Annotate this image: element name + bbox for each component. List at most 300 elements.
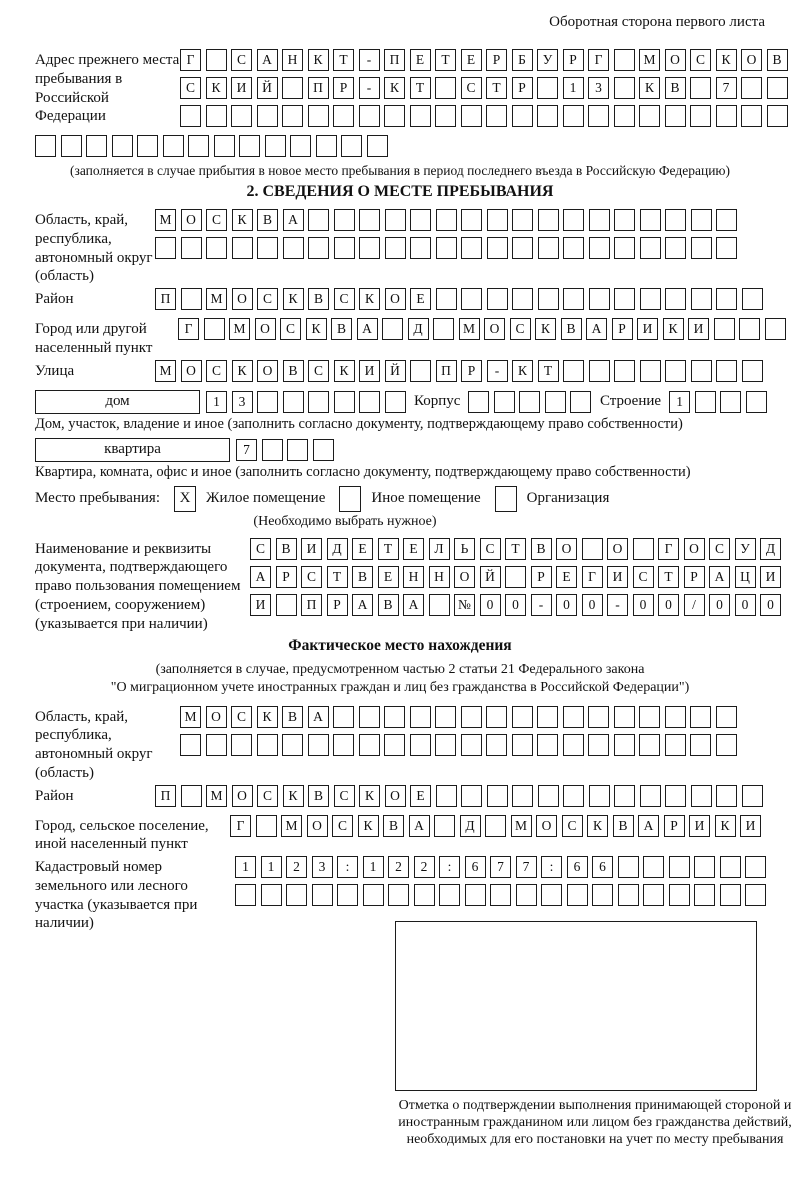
char-box: 1 bbox=[563, 77, 584, 99]
char-box: И bbox=[740, 815, 761, 837]
char-box bbox=[512, 288, 533, 310]
char-box: 6 bbox=[465, 856, 486, 878]
char-box: 0 bbox=[709, 594, 730, 616]
char-box bbox=[435, 77, 456, 99]
char-box: Б bbox=[512, 49, 533, 71]
char-box: - bbox=[607, 594, 628, 616]
char-box: П bbox=[436, 360, 457, 382]
char-box bbox=[461, 105, 482, 127]
char-box: Е bbox=[556, 566, 577, 588]
char-box: С bbox=[257, 785, 278, 807]
char-box bbox=[665, 706, 686, 728]
char-box bbox=[494, 391, 515, 413]
char-box bbox=[363, 884, 384, 906]
char-box bbox=[538, 288, 559, 310]
char-box bbox=[461, 706, 482, 728]
char-box: Д bbox=[460, 815, 481, 837]
char-box: В bbox=[531, 538, 552, 560]
char-box: К bbox=[716, 49, 737, 71]
char-box bbox=[487, 288, 508, 310]
char-box: В bbox=[283, 360, 304, 382]
char-box: П bbox=[308, 77, 329, 99]
char-box bbox=[410, 105, 431, 127]
char-box: А bbox=[357, 318, 378, 340]
char-box: К bbox=[715, 815, 736, 837]
district-field bbox=[35, 288, 765, 316]
char-box: 0 bbox=[480, 594, 501, 616]
char-box: О bbox=[232, 288, 253, 310]
char-box: К bbox=[257, 706, 278, 728]
checkbox-other-premises bbox=[339, 486, 361, 512]
char-box bbox=[739, 318, 760, 340]
char-box bbox=[410, 706, 431, 728]
char-box bbox=[333, 706, 354, 728]
char-box bbox=[180, 105, 201, 127]
region-row-2 bbox=[155, 237, 742, 259]
char-box: - bbox=[531, 594, 552, 616]
char-box: И bbox=[359, 360, 380, 382]
fact-district-row bbox=[155, 785, 767, 807]
char-box bbox=[308, 105, 329, 127]
char-box bbox=[694, 856, 715, 878]
char-box bbox=[745, 884, 766, 906]
char-box: Е bbox=[410, 49, 431, 71]
char-box bbox=[312, 884, 333, 906]
char-box: К bbox=[663, 318, 684, 340]
char-box bbox=[461, 785, 482, 807]
char-box bbox=[665, 360, 686, 382]
choose-note: (Необходимо выбрать нужное) bbox=[253, 513, 437, 529]
stroenie-label: Строение bbox=[599, 393, 662, 409]
char-box bbox=[519, 391, 540, 413]
char-box: Й bbox=[480, 566, 501, 588]
char-box: : bbox=[337, 856, 358, 878]
char-box bbox=[341, 135, 362, 157]
char-box bbox=[262, 439, 283, 461]
char-box bbox=[257, 391, 278, 413]
char-box bbox=[512, 209, 533, 231]
confirmation-stamp-area bbox=[395, 921, 757, 1091]
char-box bbox=[490, 884, 511, 906]
char-box: Т bbox=[333, 49, 354, 71]
char-box: Т bbox=[658, 566, 679, 588]
fact-region-grid bbox=[180, 706, 741, 762]
char-box bbox=[461, 288, 482, 310]
char-box bbox=[61, 135, 82, 157]
char-box bbox=[538, 237, 559, 259]
char-box: Н bbox=[429, 566, 450, 588]
char-box bbox=[614, 49, 635, 71]
char-box bbox=[589, 360, 610, 382]
city-row bbox=[178, 318, 790, 340]
option-residential-label: Жилое помещение bbox=[206, 490, 326, 506]
char-box bbox=[257, 237, 278, 259]
char-box: О bbox=[684, 538, 705, 560]
char-box: Р bbox=[684, 566, 705, 588]
char-box: 0 bbox=[633, 594, 654, 616]
char-box: Р bbox=[333, 77, 354, 99]
char-box: С bbox=[334, 288, 355, 310]
char-box bbox=[313, 439, 334, 461]
char-box bbox=[308, 391, 329, 413]
char-box: А bbox=[586, 318, 607, 340]
char-box bbox=[720, 884, 741, 906]
char-box: В bbox=[282, 706, 303, 728]
char-box: О bbox=[181, 360, 202, 382]
char-box: С bbox=[206, 360, 227, 382]
prev-address-overflow-row bbox=[35, 135, 765, 157]
fact-region-label: Область, край, республика, автономный округ (область) bbox=[35, 708, 153, 781]
char-box: О bbox=[232, 785, 253, 807]
char-box bbox=[716, 785, 737, 807]
char-box: М bbox=[155, 360, 176, 382]
char-box: О bbox=[307, 815, 328, 837]
char-box bbox=[206, 237, 227, 259]
char-box bbox=[385, 209, 406, 231]
char-box bbox=[334, 209, 355, 231]
page-header: Оборотная сторона первого листа bbox=[549, 14, 765, 30]
char-box: У bbox=[735, 538, 756, 560]
char-box: 0 bbox=[735, 594, 756, 616]
char-box bbox=[188, 135, 209, 157]
char-box: К bbox=[232, 209, 253, 231]
document-label: Наименование и реквизиты документа, подтверждающего право пользования помещением (строением, сооружением) (указывается при наличии) bbox=[35, 540, 241, 632]
char-box bbox=[487, 237, 508, 259]
region-grid bbox=[155, 209, 742, 265]
char-box: А bbox=[409, 815, 430, 837]
char-box bbox=[665, 105, 686, 127]
char-box: М bbox=[155, 209, 176, 231]
prev-address-note: (заполняется в случае прибытия в новое место пребывания в период последнего въезда в Российскую Федерацию) bbox=[69, 163, 731, 178]
char-box: В bbox=[383, 815, 404, 837]
house-type-label: дом bbox=[105, 393, 130, 409]
char-box bbox=[665, 734, 686, 756]
char-box bbox=[461, 209, 482, 231]
char-box bbox=[618, 884, 639, 906]
char-box bbox=[512, 785, 533, 807]
prev-address-grid bbox=[180, 49, 792, 133]
char-box: С bbox=[257, 288, 278, 310]
stamp-caption: Отметка о подтверждении выполнения принимающей стороной и иностранным гражданином или лицом без гражданства действий, необходимых для его постановки на учет по месту пребывания bbox=[398, 1098, 792, 1148]
char-box bbox=[333, 734, 354, 756]
char-box: О bbox=[257, 360, 278, 382]
char-box: С bbox=[709, 538, 730, 560]
char-box bbox=[716, 237, 737, 259]
char-box: Е bbox=[461, 49, 482, 71]
house-caption: Дом, участок, владение и иное (заполнить согласно документу, подтверждающему право собственности) bbox=[35, 415, 683, 432]
char-box: С bbox=[332, 815, 353, 837]
char-box bbox=[385, 237, 406, 259]
char-box: И bbox=[231, 77, 252, 99]
char-box: 7 bbox=[490, 856, 511, 878]
char-box bbox=[155, 237, 176, 259]
char-box bbox=[487, 209, 508, 231]
char-box: 1 bbox=[235, 856, 256, 878]
char-box bbox=[86, 135, 107, 157]
char-box: П bbox=[301, 594, 322, 616]
char-box: О bbox=[385, 785, 406, 807]
char-box: Р bbox=[461, 360, 482, 382]
char-box bbox=[640, 237, 661, 259]
char-box: Н bbox=[403, 566, 424, 588]
document-row-1 bbox=[250, 538, 786, 560]
char-box: М bbox=[281, 815, 302, 837]
char-box: И bbox=[637, 318, 658, 340]
char-box: П bbox=[384, 49, 405, 71]
char-box bbox=[669, 884, 690, 906]
char-box: 0 bbox=[505, 594, 526, 616]
char-box bbox=[541, 884, 562, 906]
fact-note bbox=[35, 661, 765, 697]
char-box: А bbox=[709, 566, 730, 588]
char-box: Г bbox=[582, 566, 603, 588]
char-box bbox=[570, 391, 591, 413]
char-box bbox=[665, 209, 686, 231]
char-box: К bbox=[587, 815, 608, 837]
char-box: В bbox=[308, 785, 329, 807]
char-box bbox=[563, 209, 584, 231]
char-box: И bbox=[760, 566, 781, 588]
char-box bbox=[592, 884, 613, 906]
char-box bbox=[137, 135, 158, 157]
char-box: В bbox=[257, 209, 278, 231]
char-box: 2 bbox=[414, 856, 435, 878]
char-box: 1 bbox=[669, 391, 690, 413]
char-box bbox=[257, 734, 278, 756]
char-box bbox=[742, 785, 763, 807]
char-box: К bbox=[232, 360, 253, 382]
char-box bbox=[716, 360, 737, 382]
street-field bbox=[35, 360, 765, 388]
char-box bbox=[538, 209, 559, 231]
char-box bbox=[669, 856, 690, 878]
char-box bbox=[665, 785, 686, 807]
apartment-type-box bbox=[35, 438, 230, 462]
char-box: О bbox=[206, 706, 227, 728]
char-box: Р bbox=[531, 566, 552, 588]
fact-note-line-1: (заполняется в случае, предусмотренном частью 2 статьи 21 Федерального закона bbox=[155, 662, 645, 678]
char-box bbox=[461, 237, 482, 259]
char-box: И bbox=[688, 318, 709, 340]
char-box: Р bbox=[612, 318, 633, 340]
house-number-row bbox=[206, 391, 410, 413]
char-box bbox=[639, 105, 660, 127]
char-box: Т bbox=[327, 566, 348, 588]
char-box bbox=[436, 785, 457, 807]
char-box bbox=[588, 734, 609, 756]
region-label: Область, край, республика, автономный округ (область) bbox=[35, 212, 153, 285]
char-box: - bbox=[487, 360, 508, 382]
char-box: И bbox=[689, 815, 710, 837]
char-box bbox=[359, 105, 380, 127]
city-label: Город или другой населенный пункт bbox=[35, 321, 153, 356]
char-box bbox=[359, 706, 380, 728]
apartment-caption: Квартира, комната, офис и иное (заполнить согласно документу, подтверждающему право собственности) bbox=[35, 463, 691, 480]
char-box bbox=[465, 884, 486, 906]
char-box: В bbox=[613, 815, 634, 837]
char-box bbox=[588, 706, 609, 728]
district-row bbox=[155, 288, 767, 310]
char-box bbox=[767, 77, 788, 99]
option-organization-label: Организация bbox=[526, 490, 610, 506]
char-box: Й bbox=[385, 360, 406, 382]
char-box bbox=[538, 785, 559, 807]
char-box bbox=[435, 734, 456, 756]
char-box bbox=[384, 105, 405, 127]
char-box: С bbox=[480, 538, 501, 560]
char-box bbox=[716, 209, 737, 231]
stay-place-label: Место пребывания: bbox=[35, 490, 160, 506]
char-box: С bbox=[301, 566, 322, 588]
char-box: Т bbox=[486, 77, 507, 99]
char-box bbox=[434, 815, 455, 837]
char-box: 0 bbox=[760, 594, 781, 616]
char-box bbox=[563, 105, 584, 127]
fact-city-field bbox=[35, 815, 765, 855]
char-box: Е bbox=[403, 538, 424, 560]
char-box bbox=[690, 706, 711, 728]
fact-district-field bbox=[35, 785, 765, 813]
char-box bbox=[276, 594, 297, 616]
char-box: М bbox=[511, 815, 532, 837]
char-box bbox=[512, 237, 533, 259]
char-box bbox=[614, 785, 635, 807]
document-field bbox=[35, 538, 776, 634]
char-box bbox=[563, 288, 584, 310]
char-box bbox=[429, 594, 450, 616]
char-box: О bbox=[181, 209, 202, 231]
char-box bbox=[640, 360, 661, 382]
fact-city-label: Город, сельское поселение, иной населенный пункт bbox=[35, 817, 209, 853]
house-row bbox=[35, 390, 765, 414]
char-box bbox=[691, 785, 712, 807]
char-box bbox=[232, 237, 253, 259]
char-box bbox=[257, 105, 278, 127]
char-box: П bbox=[155, 288, 176, 310]
char-box: С bbox=[250, 538, 271, 560]
char-box bbox=[283, 391, 304, 413]
option-other-premises-label: Иное помещение bbox=[371, 490, 481, 506]
char-box: И bbox=[301, 538, 322, 560]
char-box: : bbox=[439, 856, 460, 878]
char-box: Т bbox=[410, 77, 431, 99]
char-box: Й bbox=[257, 77, 278, 99]
char-box bbox=[436, 237, 457, 259]
char-box bbox=[691, 288, 712, 310]
char-box: Т bbox=[505, 538, 526, 560]
cadastral-row-1 bbox=[235, 856, 771, 878]
char-box: Р bbox=[512, 77, 533, 99]
char-box bbox=[433, 318, 454, 340]
char-box: Т bbox=[378, 538, 399, 560]
city-field bbox=[35, 318, 765, 358]
char-box bbox=[384, 734, 405, 756]
char-box bbox=[665, 237, 686, 259]
char-box bbox=[283, 237, 304, 259]
char-box bbox=[337, 884, 358, 906]
char-box: № bbox=[454, 594, 475, 616]
char-box bbox=[308, 734, 329, 756]
char-box: Г bbox=[180, 49, 201, 71]
char-box bbox=[382, 318, 403, 340]
char-box bbox=[690, 105, 711, 127]
prev-address-label: Адрес прежнего места пребывания в Российской Федерации bbox=[35, 52, 180, 125]
char-box: К bbox=[283, 785, 304, 807]
stay-place-row bbox=[35, 486, 765, 512]
char-box bbox=[690, 734, 711, 756]
char-box bbox=[410, 237, 431, 259]
char-box: В bbox=[308, 288, 329, 310]
char-box bbox=[618, 856, 639, 878]
char-box: Д bbox=[760, 538, 781, 560]
section2-title: 2. СВЕДЕНИЯ О МЕСТЕ ПРЕБЫВАНИЯ bbox=[246, 183, 554, 200]
char-box: А bbox=[308, 706, 329, 728]
char-box: К bbox=[535, 318, 556, 340]
char-box bbox=[359, 391, 380, 413]
checkbox-residential: X bbox=[174, 486, 196, 512]
prev-address-row-1 bbox=[180, 49, 792, 71]
char-box: 2 bbox=[388, 856, 409, 878]
char-box: Г bbox=[588, 49, 609, 71]
char-box: К bbox=[384, 77, 405, 99]
char-box bbox=[614, 734, 635, 756]
char-box: С bbox=[633, 566, 654, 588]
char-box: К bbox=[359, 288, 380, 310]
char-box bbox=[287, 439, 308, 461]
char-box: К bbox=[206, 77, 227, 99]
char-box: О bbox=[741, 49, 762, 71]
char-box bbox=[206, 734, 227, 756]
apartment-type-label: квартира bbox=[104, 441, 161, 457]
char-box bbox=[181, 288, 202, 310]
char-box bbox=[308, 209, 329, 231]
char-box bbox=[746, 391, 767, 413]
char-box bbox=[333, 105, 354, 127]
fact-region-row-2 bbox=[180, 734, 741, 756]
char-box bbox=[206, 105, 227, 127]
char-box bbox=[231, 105, 252, 127]
char-box bbox=[589, 785, 610, 807]
char-box bbox=[720, 391, 741, 413]
char-box: М bbox=[459, 318, 480, 340]
char-box bbox=[235, 884, 256, 906]
char-box bbox=[461, 734, 482, 756]
stroenie-row bbox=[669, 391, 771, 413]
char-box: М bbox=[639, 49, 660, 71]
cadastral-label: Кадастровый номер земельного или лесного участка (указывается при наличии) bbox=[35, 859, 198, 932]
char-box: В bbox=[561, 318, 582, 340]
char-box: В bbox=[331, 318, 352, 340]
char-box bbox=[468, 391, 489, 413]
char-box: 7 bbox=[716, 77, 737, 99]
char-box: О bbox=[665, 49, 686, 71]
char-box: / bbox=[684, 594, 705, 616]
char-box bbox=[563, 237, 584, 259]
char-box: 7 bbox=[236, 439, 257, 461]
char-box bbox=[334, 237, 355, 259]
char-box: Д bbox=[327, 538, 348, 560]
char-box bbox=[633, 538, 654, 560]
char-box: С bbox=[690, 49, 711, 71]
char-box: - bbox=[359, 49, 380, 71]
char-box bbox=[512, 105, 533, 127]
char-box bbox=[691, 360, 712, 382]
char-box bbox=[695, 391, 716, 413]
char-box: 7 bbox=[516, 856, 537, 878]
char-box bbox=[716, 734, 737, 756]
char-box: С bbox=[562, 815, 583, 837]
prev-address-row-3 bbox=[180, 105, 792, 127]
